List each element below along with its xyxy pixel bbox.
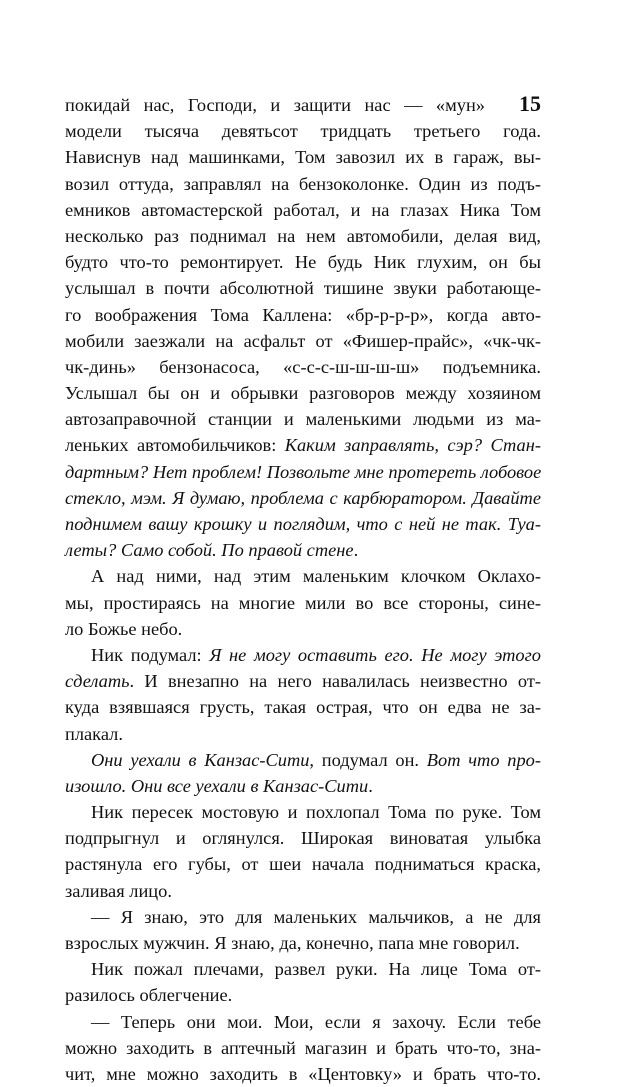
text-line xyxy=(65,459,541,485)
text-segment: куда взявшаяся грусть, такая острая, что он едва не за- xyxy=(65,697,541,718)
text-segment: ло Божье небо. xyxy=(65,618,183,639)
text-segment: чит, мне можно заходить в «Центовку» и брать что-то. xyxy=(65,1063,541,1084)
text-segment: — Теперь они мои. Мои, если я захочу. Если тебе xyxy=(91,1011,541,1032)
text-segment: модели тысяча девятьсот тридцать третьего года. xyxy=(65,121,541,142)
page-number: 15 xyxy=(519,91,541,116)
text-segment: возил оттуда, заправлял на бензоколонке. Один из подъ- xyxy=(65,173,541,194)
text-line xyxy=(65,799,541,825)
text-line xyxy=(65,328,541,354)
italic-text: стекло, мэм. Я думаю, проблема с карбюратором. Давайте xyxy=(65,487,541,508)
italic-text: изошло. Они все уехали в Канзас-Сити xyxy=(65,775,369,796)
text-line xyxy=(65,851,541,877)
text-line xyxy=(65,223,541,249)
text-segment: го воображения Тома Каллена: «бр-р-р-р», когда авто- xyxy=(65,304,541,325)
text-line xyxy=(65,668,541,694)
text-segment: плакал. xyxy=(65,723,123,744)
text-line xyxy=(65,747,541,773)
text-line xyxy=(65,616,541,642)
text-segment: . xyxy=(353,540,359,561)
text-segment: емников автомастерской работал, и на глазах Ника Том xyxy=(65,199,541,220)
text-line xyxy=(65,956,541,982)
text-line xyxy=(65,590,541,616)
text-line xyxy=(65,930,541,956)
text-segment: подпрыгнул и оглянулся. Широкая виноватая улыбка xyxy=(65,828,541,849)
text-line xyxy=(65,380,541,406)
text-line xyxy=(65,92,485,118)
italic-text: Я не могу оставить его. Не могу этого xyxy=(209,644,541,665)
italic-text: леты? Само собой. По правой стене xyxy=(65,540,354,561)
text-line xyxy=(65,197,541,223)
text-line xyxy=(65,773,541,799)
text-line xyxy=(65,302,541,328)
text-line xyxy=(65,878,541,904)
text-segment: можно заходить в аптечный магазин и брать что-то, зна- xyxy=(65,1037,541,1058)
text-segment: мобили заезжали на асфальт от «Фишер-прайс», «чк-чк- xyxy=(65,330,541,351)
text-line xyxy=(65,982,541,1008)
text-line xyxy=(65,432,541,458)
italic-text: сделать xyxy=(65,671,130,692)
text-line xyxy=(65,904,541,930)
text-line xyxy=(65,563,541,589)
text-segment: Нависнув над машинками, Том завозил их в гараж, вы- xyxy=(65,147,541,168)
text-segment: — Я знаю, это для маленьких мальчиков, а не для xyxy=(91,906,541,927)
text-segment: Услышал бы он и обрывки разговоров между хозяином xyxy=(65,383,541,404)
text-segment: мы, простираясь на многие мили во все стороны, сине- xyxy=(65,592,541,613)
text-line xyxy=(65,537,541,563)
text-line xyxy=(65,354,541,380)
text-segment: А над ними, над этим маленьким клочком Оклахо- xyxy=(91,566,541,587)
text-line xyxy=(65,694,541,720)
italic-text: поднимем вашу крошку и поглядим, что с ней не так. Туа- xyxy=(65,514,541,534)
text-segment: разилось облегчение. xyxy=(65,985,233,1006)
text-segment: растянула его губы, от шеи начала подниматься краска, xyxy=(65,854,541,875)
text-segment: . xyxy=(368,775,373,796)
text-segment: чк-динь» бензонасоса, «с-с-с-ш-ш-ш-ш» подъемника. xyxy=(65,356,541,377)
text-segment: леньких автомобильчиков: xyxy=(65,435,285,456)
text-line xyxy=(65,642,541,668)
text-segment: покидай нас, Господи, и защити нас — «мун» xyxy=(65,95,485,115)
text-segment: будто что-то ремонтирует. Не будь Ник глухим, он бы xyxy=(65,252,541,273)
italic-text: Вот что про- xyxy=(426,749,541,770)
text-segment: Ник пожал плечами, развел руки. На лице Тома от- xyxy=(91,959,541,980)
italic-text: дартным? Нет проблем! Позвольте мне протереть лобовое xyxy=(65,461,542,482)
text-segment: Ник подумал: xyxy=(91,644,210,665)
text-line xyxy=(65,1035,541,1061)
text-line xyxy=(65,825,541,851)
text-line xyxy=(65,1009,541,1035)
text-segment: . И внезапно на него навалилась неизвестно от- xyxy=(129,671,541,692)
text-segment: автозаправочной станции и маленькими людьми из ма- xyxy=(65,409,541,430)
text-line xyxy=(65,1061,541,1087)
text-line xyxy=(65,144,541,170)
text-line xyxy=(65,485,541,511)
text-line xyxy=(65,171,541,197)
text-segment: заливая лицо. xyxy=(65,880,172,901)
text-segment: несколько раз поднимал на нем автомобили, делая вид, xyxy=(65,225,541,246)
text-line xyxy=(65,511,541,537)
text-segment: взрослых мужчин. Я знаю, да, конечно, папа мне говорил. xyxy=(65,933,520,953)
text-segment: услышал в почти абсолютной тишине звуки работающе- xyxy=(65,278,541,299)
text-line xyxy=(65,118,541,144)
italic-text: Каким заправлять, сэр? Стан- xyxy=(284,435,541,456)
text-line xyxy=(65,721,541,747)
text-line xyxy=(65,249,541,275)
italic-text: Они уехали в Канзас-Сити, xyxy=(91,749,315,770)
text-line xyxy=(65,275,541,301)
text-segment: подумал он. xyxy=(314,749,427,770)
text-line xyxy=(65,406,541,432)
body-text xyxy=(65,92,541,1087)
text-segment: Ник пересек мостовую и похлопал Тома по руке. Том xyxy=(91,802,541,823)
